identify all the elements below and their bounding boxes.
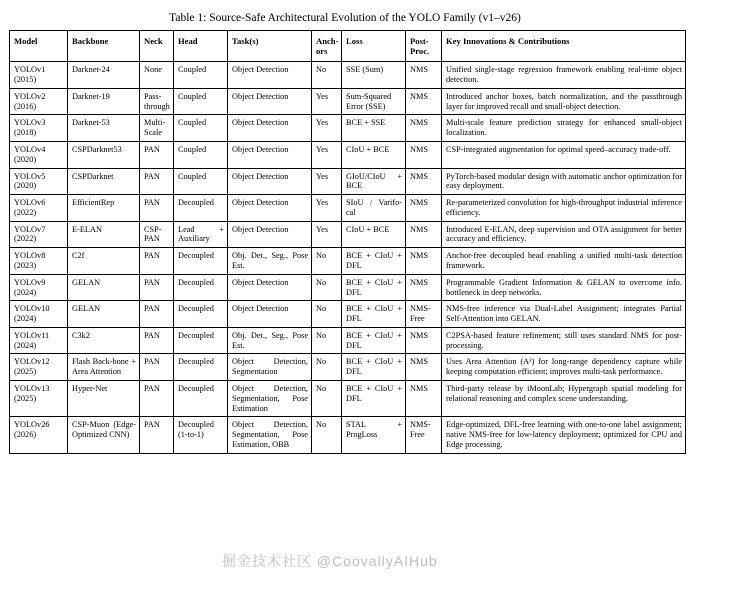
cell-innovations: NMS-free inference via Dual-Label Assignment; integrates Partial Self-Attention into GELAN.: [442, 301, 686, 328]
cell-backbone: EfficientRep: [68, 195, 140, 222]
table-header-row: [10, 31, 686, 62]
cell-backbone: C3k2: [68, 327, 140, 354]
cell-head: Decoupled: [174, 274, 228, 301]
table-header: [10, 31, 686, 62]
cell-innovations: Multi-scale feature prediction strategy for enhanced small-object localization.: [442, 115, 686, 142]
cell-post-proc: NMS: [406, 274, 442, 301]
cell-head: Coupled: [174, 62, 228, 89]
cell-neck: PAN: [140, 195, 174, 222]
cell-innovations: Anchor-free decoupled head enabling a unified multi-task detection framework.: [442, 248, 686, 275]
cell-post-proc: NMS: [406, 221, 442, 248]
cell-post-proc: NMS: [406, 354, 442, 381]
cell-tasks: Object Detection: [228, 62, 312, 89]
cell-backbone: Darknet-24: [68, 62, 140, 89]
table-row: [10, 195, 686, 222]
cell-innovations: Introduced E-ELAN, deep supervision and OTA assignment for better accuracy and efficiency.: [442, 221, 686, 248]
cell-backbone: GELAN: [68, 301, 140, 328]
cell-loss: BCE + CIoU + DFL: [342, 301, 406, 328]
cell-backbone: CSPDarknet: [68, 168, 140, 195]
cell-backbone: C2f: [68, 248, 140, 275]
table-row: [10, 327, 686, 354]
table-row: [10, 88, 686, 115]
cell-anchors: No: [312, 327, 342, 354]
cell-anchors: Yes: [312, 221, 342, 248]
cell-post-proc: NMS-Free: [406, 301, 442, 328]
cell-head: Lead + Auxiliary: [174, 221, 228, 248]
cell-innovations: Uses Area Attention (A²) for long-range dependency capture while keeping computation efficient; improves multi-task performance.: [442, 354, 686, 381]
cell-neck: Pass-through: [140, 88, 174, 115]
cell-neck: PAN: [140, 301, 174, 328]
cell-backbone: Hyper-Net: [68, 381, 140, 417]
cell-head: Coupled: [174, 88, 228, 115]
cell-loss: SSE (Sum): [342, 62, 406, 89]
yolo-evolution-table: [9, 30, 686, 454]
column-header-head: Head: [174, 31, 228, 62]
cell-neck: PAN: [140, 327, 174, 354]
cell-model: YOLOv7 (2022): [10, 221, 68, 248]
cell-neck: PAN: [140, 141, 174, 168]
cell-model: YOLOv12 (2025): [10, 354, 68, 381]
cell-post-proc: NMS: [406, 115, 442, 142]
column-header-neck: Neck: [140, 31, 174, 62]
cell-anchors: No: [312, 301, 342, 328]
cell-model: YOLOv1 (2015): [10, 62, 68, 89]
cell-model: YOLOv4 (2020): [10, 141, 68, 168]
cell-post-proc: NMS: [406, 195, 442, 222]
cell-backbone: E-ELAN: [68, 221, 140, 248]
table-row: [10, 221, 686, 248]
cell-anchors: Yes: [312, 195, 342, 222]
cell-model: YOLOv3 (2018): [10, 115, 68, 142]
cell-post-proc: NMS: [406, 168, 442, 195]
cell-post-proc: NMS: [406, 88, 442, 115]
cell-anchors: No: [312, 417, 342, 453]
cell-head: Coupled: [174, 115, 228, 142]
cell-backbone: Darknet-19: [68, 88, 140, 115]
column-header-anchors: Anch-ors: [312, 31, 342, 62]
cell-anchors: Yes: [312, 168, 342, 195]
cell-anchors: No: [312, 248, 342, 275]
table-body: [10, 62, 686, 453]
cell-neck: Multi-Scale: [140, 115, 174, 142]
cell-backbone: Darknet-53: [68, 115, 140, 142]
cell-loss: Sum-Squared Error (SSE): [342, 88, 406, 115]
table-row: [10, 417, 686, 453]
cell-tasks: Object Detection, Segmentation: [228, 354, 312, 381]
cell-post-proc: NMS: [406, 248, 442, 275]
cell-loss: SIoU / Varifo-cal: [342, 195, 406, 222]
cell-neck: PAN: [140, 381, 174, 417]
cell-model: YOLOv5 (2020): [10, 168, 68, 195]
table-row: [10, 274, 686, 301]
column-header-backbone: Backbone: [68, 31, 140, 62]
cell-model: YOLOv13 (2025): [10, 381, 68, 417]
cell-neck: CSP-PAN: [140, 221, 174, 248]
cell-post-proc: NMS: [406, 327, 442, 354]
cell-tasks: Obj. Det., Seg., Pose Est.: [228, 327, 312, 354]
cell-loss: BCE + SSE: [342, 115, 406, 142]
cell-head: Decoupled: [174, 381, 228, 417]
cell-post-proc: NMS: [406, 381, 442, 417]
cell-head: Coupled: [174, 141, 228, 168]
table-row: [10, 62, 686, 89]
cell-model: YOLOv9 (2024): [10, 274, 68, 301]
cell-model: YOLOv8 (2023): [10, 248, 68, 275]
cell-head: Decoupled: [174, 195, 228, 222]
table-container: [9, 30, 685, 454]
cell-tasks: Object Detection: [228, 168, 312, 195]
cell-innovations: Re-parameterized convolution for high-throughput industrial inference efficiency.: [442, 195, 686, 222]
table-row: [10, 168, 686, 195]
cell-anchors: Yes: [312, 88, 342, 115]
cell-backbone: GELAN: [68, 274, 140, 301]
cell-tasks: Object Detection: [228, 115, 312, 142]
cell-post-proc: NMS: [406, 62, 442, 89]
cell-neck: PAN: [140, 417, 174, 453]
cell-model: YOLOv10 (2024): [10, 301, 68, 328]
table-row: [10, 354, 686, 381]
table-row: [10, 115, 686, 142]
cell-neck: PAN: [140, 248, 174, 275]
cell-tasks: Object Detection: [228, 88, 312, 115]
cell-backbone: CSP-Muon (Edge-Optimized CNN): [68, 417, 140, 453]
cell-backbone: CSPDarknet53: [68, 141, 140, 168]
cell-head: Decoupled: [174, 327, 228, 354]
cell-anchors: Yes: [312, 141, 342, 168]
cell-innovations: Third-party release by iMoonLab; Hypergraph spatial modeling for relational reasoning and complex scene understanding.: [442, 381, 686, 417]
cell-neck: PAN: [140, 354, 174, 381]
cell-model: YOLOv26 (2026): [10, 417, 68, 453]
cell-innovations: C2PSA-based feature refinement; still uses standard NMS for post-processing.: [442, 327, 686, 354]
cell-loss: BCE + CIoU + DFL: [342, 354, 406, 381]
cell-innovations: Edge-optimized, DFL-free learning with one-to-one label assignment; native NMS-free for low-latency deployment; optimized for CPU and Edge processing.: [442, 417, 686, 453]
cell-innovations: Introduced anchor boxes, batch normalization, and the passthrough layer for improved recall and small-object detection.: [442, 88, 686, 115]
cell-model: YOLOv6 (2022): [10, 195, 68, 222]
cell-tasks: Object Detection: [228, 301, 312, 328]
cell-loss: BCE + CIoU + DFL: [342, 274, 406, 301]
cell-innovations: PyTorch-based modular design with automatic anchor optimization for easy deployment.: [442, 168, 686, 195]
cell-head: Decoupled: [174, 301, 228, 328]
table-row: [10, 381, 686, 417]
column-header-innovations: Key Innovations & Contributions: [442, 31, 686, 62]
cell-head: Decoupled (1-to-1): [174, 417, 228, 453]
cell-innovations: Unified single-stage regression framework enabling real-time object detection.: [442, 62, 686, 89]
cell-head: Decoupled: [174, 354, 228, 381]
cell-loss: CIoU + BCE: [342, 141, 406, 168]
watermark: 掘金技术社区 @CoovallyAIHub: [222, 553, 438, 569]
cell-model: YOLOv11 (2024): [10, 327, 68, 354]
table-row: [10, 301, 686, 328]
cell-backbone: Flash Back-bone + Area Attention: [68, 354, 140, 381]
cell-loss: CIoU + BCE: [342, 221, 406, 248]
cell-tasks: Object Detection: [228, 221, 312, 248]
table-caption: Table 1: Source-Safe Architectural Evolution of the YOLO Family (v1–v26): [169, 12, 521, 24]
cell-anchors: No: [312, 62, 342, 89]
cell-loss: BCE + CIoU + DFL: [342, 381, 406, 417]
table-row: [10, 141, 686, 168]
column-header-post-proc: Post-Proc.: [406, 31, 442, 62]
cell-loss: GIoU/CIoU + BCE: [342, 168, 406, 195]
cell-post-proc: NMS-Free: [406, 417, 442, 453]
cell-tasks: Object Detection, Segmentation, Pose Estimation, OBB: [228, 417, 312, 453]
cell-anchors: No: [312, 381, 342, 417]
cell-loss: STAL + ProgLoss: [342, 417, 406, 453]
cell-post-proc: NMS: [406, 141, 442, 168]
cell-tasks: Object Detection: [228, 195, 312, 222]
cell-loss: BCE + CIoU + DFL: [342, 327, 406, 354]
cell-neck: PAN: [140, 168, 174, 195]
cell-neck: None: [140, 62, 174, 89]
column-header-loss: Loss: [342, 31, 406, 62]
cell-model: YOLOv2 (2016): [10, 88, 68, 115]
column-header-tasks: Task(s): [228, 31, 312, 62]
cell-head: Coupled: [174, 168, 228, 195]
cell-tasks: Object Detection, Segmentation, Pose Estimation: [228, 381, 312, 417]
cell-anchors: No: [312, 354, 342, 381]
cell-loss: BCE + CIoU + DFL: [342, 248, 406, 275]
cell-tasks: Object Detection: [228, 274, 312, 301]
table-row: [10, 248, 686, 275]
cell-anchors: No: [312, 274, 342, 301]
column-header-model: Model: [10, 31, 68, 62]
cell-anchors: Yes: [312, 115, 342, 142]
cell-innovations: Programmable Gradient Information & GELAN to overcome info. bottleneck in deep networks.: [442, 274, 686, 301]
cell-neck: PAN: [140, 274, 174, 301]
cell-tasks: Object Detection: [228, 141, 312, 168]
cell-head: Decoupled: [174, 248, 228, 275]
cell-tasks: Obj. Det., Seg., Pose Est.: [228, 248, 312, 275]
cell-innovations: CSP-integrated augmentation for optimal speed–accuracy trade-off.: [442, 141, 686, 168]
